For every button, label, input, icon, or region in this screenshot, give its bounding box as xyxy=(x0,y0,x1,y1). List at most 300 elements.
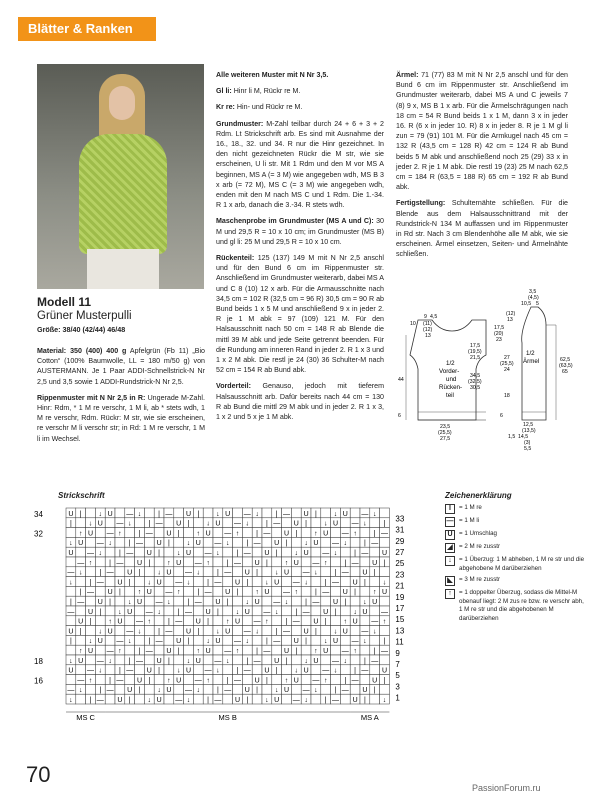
chart-cell xyxy=(321,626,331,636)
chart-cell xyxy=(291,508,301,518)
chart-cell xyxy=(184,645,194,655)
paragraph-material: Material: 350 (400) 400 g Apfelgrün (Fb 11) „Bio Cotton“ (100% Baumwolle, LL = 180 m/50 g) von AUSTERMANN. Je 1 Paar ADDI-Schnellstrick-N Nr 2,5 und 3,5 sowie 1 ADDI-Rundstrick-N Nr 2,5. xyxy=(37,347,206,386)
chart-symbol: U xyxy=(156,540,162,548)
chart-symbol: — xyxy=(283,510,290,518)
chart-symbol: ↑ xyxy=(372,589,377,597)
chart-symbol: | xyxy=(69,638,72,646)
chart-symbol: U xyxy=(185,510,192,518)
chart-symbol: | xyxy=(207,618,210,626)
chart-symbol: U xyxy=(283,687,290,695)
chart-symbol: | xyxy=(373,648,376,655)
chart-symbol: U xyxy=(136,677,143,685)
chart-cell xyxy=(95,645,105,655)
chart-cell xyxy=(76,547,86,557)
model-subtitle: Grüner Musterpulli xyxy=(37,310,132,322)
chart-symbol: U xyxy=(146,550,152,557)
chart-cell xyxy=(252,694,262,704)
chart-symbol: U xyxy=(352,579,358,587)
chart-cell xyxy=(223,694,233,704)
measure-body-13: 6 xyxy=(398,413,401,419)
chart-symbol: ↓ xyxy=(274,608,279,616)
chart-cell xyxy=(125,557,135,567)
measure-sleeve-3: 5 xyxy=(536,301,539,307)
chart-symbol: ↓ xyxy=(186,697,191,704)
chart-symbol: — xyxy=(214,540,222,548)
chart-symbol: — xyxy=(96,657,104,665)
chart-cell xyxy=(331,586,341,596)
measure-body-9: 44 xyxy=(398,377,404,383)
schematic-svg xyxy=(396,285,588,470)
chart-cell xyxy=(174,567,184,577)
chart-symbol: — xyxy=(67,569,75,577)
chart-symbol: U xyxy=(352,697,358,704)
chart-symbol: ↑ xyxy=(196,648,201,655)
chart-symbol: | xyxy=(177,530,180,538)
chart-symbol: ↑ xyxy=(206,677,210,685)
chart-symbol: U xyxy=(127,687,133,695)
chart-cell xyxy=(233,508,243,518)
chart-symbol: U xyxy=(274,579,280,587)
chart-symbol: — xyxy=(126,510,134,518)
chart-symbol: U xyxy=(78,618,84,626)
chart-symbol: ↑ xyxy=(235,530,240,538)
chart-cell xyxy=(203,626,213,636)
chart-symbol: | xyxy=(109,677,112,685)
chart-row-number: 16 xyxy=(34,676,43,686)
chart-cell xyxy=(291,655,301,665)
chart-row-number: 19 xyxy=(395,592,405,602)
chart-symbol: U xyxy=(283,530,290,538)
chart-symbol: | xyxy=(167,618,170,626)
chart-cell xyxy=(282,665,292,675)
chart-symbol: — xyxy=(234,520,241,528)
chart-symbol: | xyxy=(373,569,376,577)
chart-cell xyxy=(252,518,262,528)
chart-symbol: ↓ xyxy=(69,579,73,587)
chart-row-number: 21 xyxy=(395,581,405,591)
chart-cell xyxy=(125,586,135,596)
chart-symbol: ↓ xyxy=(343,657,348,665)
chart-symbol: — xyxy=(292,618,300,626)
chart-symbol: — xyxy=(145,530,153,538)
chart-symbol: — xyxy=(165,589,173,597)
chart-cell xyxy=(66,616,76,626)
chart-symbol: | xyxy=(305,520,308,528)
chart-cell xyxy=(95,675,105,685)
chart-cell xyxy=(311,606,321,616)
measure-body-3: (11) xyxy=(423,321,432,327)
chart-row-number: 18 xyxy=(34,656,43,666)
chart-symbol: — xyxy=(96,579,104,587)
body-label-2: Vorder- xyxy=(439,368,460,375)
chart-symbol: | xyxy=(89,697,92,704)
chart-symbol: — xyxy=(312,677,320,685)
chart-symbol: | xyxy=(216,687,219,695)
chart-cell xyxy=(164,518,174,528)
chart-cell xyxy=(164,635,174,645)
chart-cell xyxy=(252,577,262,587)
chart-symbol: | xyxy=(177,608,180,616)
chart-row-number: 9 xyxy=(395,648,400,658)
chart-symbol: U xyxy=(176,520,182,528)
chart-cell xyxy=(213,616,223,626)
legend-text: = 1 doppelter Überzug, sodass die Mittel-M obenauf liegt: 2 M zus re bzw. re verschr abh, 1 M re str und die abgehobenen M darüberziehen xyxy=(459,589,584,622)
chart-symbol: U xyxy=(234,579,241,587)
chart-row-number: 27 xyxy=(395,548,405,558)
chart-symbol: U xyxy=(264,667,270,675)
chart-cell xyxy=(242,586,252,596)
chart-symbol: ↓ xyxy=(206,638,210,646)
chart-cell xyxy=(360,557,370,567)
chart-symbol: | xyxy=(324,579,327,587)
chart-cell xyxy=(135,547,145,557)
chart-symbol: ↑ xyxy=(284,559,289,567)
chart-cell xyxy=(154,616,164,626)
chart-cell xyxy=(350,537,360,547)
chart-symbol: — xyxy=(243,510,251,518)
chart-cell xyxy=(164,665,174,675)
chart-cell xyxy=(95,586,105,596)
chart-symbol: — xyxy=(371,618,379,626)
chart-symbol: U xyxy=(372,559,378,567)
chart-symbol: ↓ xyxy=(314,569,318,577)
chart-symbol: | xyxy=(246,540,249,548)
chart-symbol: | xyxy=(167,540,170,548)
chart-symbol: | xyxy=(324,697,327,704)
chart-symbol: — xyxy=(87,589,94,597)
chart-symbol: U xyxy=(323,530,329,538)
chart-symbol: — xyxy=(283,628,290,636)
chart-symbol: | xyxy=(226,677,229,685)
chart-cell xyxy=(66,645,76,655)
chart-symbol: ↓ xyxy=(118,608,122,616)
chart-symbol: — xyxy=(381,530,388,538)
chart-symbol: | xyxy=(275,510,278,518)
chart-symbol: — xyxy=(175,618,183,626)
chart-cell xyxy=(380,684,390,694)
chart-cell xyxy=(262,508,272,518)
chart-cell xyxy=(272,675,282,685)
chart-symbol: — xyxy=(243,667,251,675)
chart-symbol: U xyxy=(146,589,152,597)
chart-cell xyxy=(282,577,292,587)
chart-cell xyxy=(282,518,292,528)
legend-text: = 1 M re xyxy=(459,504,482,511)
chart-cell xyxy=(184,528,194,538)
chart-symbol: U xyxy=(68,510,74,518)
chart-cell xyxy=(164,606,174,616)
chart-symbol: U xyxy=(313,618,319,626)
chart-symbol: ↑ xyxy=(167,559,171,567)
chart-symbol: ↑ xyxy=(284,677,289,685)
repeat-label: MS B xyxy=(218,713,237,722)
legend-text: = 1 Überzug: 1 M abheben, 1 M re str und die abgehobene M darüberziehen xyxy=(459,556,585,572)
chart-cell xyxy=(282,606,292,616)
chart-cell xyxy=(360,586,370,596)
chart-symbol: ↓ xyxy=(333,510,338,518)
repeat-label: MS C xyxy=(76,713,95,722)
chart-symbol: U xyxy=(244,569,250,577)
chart-cell xyxy=(115,655,125,665)
chart-cell xyxy=(164,577,174,587)
chart-cell xyxy=(360,616,370,626)
chart-symbol: ↑ xyxy=(353,648,357,655)
chart-symbol: U xyxy=(195,618,201,626)
chart-symbol: ↓ xyxy=(343,540,348,548)
chart-symbol: | xyxy=(128,697,131,704)
knitting-chart xyxy=(30,500,430,735)
chart-symbol: U xyxy=(332,638,339,646)
chart-cell xyxy=(301,557,311,567)
body-label-3: und xyxy=(446,376,457,383)
chart-cell xyxy=(193,665,203,675)
chart-cell xyxy=(144,626,154,636)
chart-cell xyxy=(125,645,135,655)
chart-cell xyxy=(86,684,96,694)
chart-cell xyxy=(125,616,135,626)
chart-symbol: | xyxy=(314,589,317,597)
chart-symbol: U xyxy=(362,608,368,616)
chart-symbol: | xyxy=(138,569,141,577)
chart-symbol: U xyxy=(87,608,94,616)
chart-cell xyxy=(350,655,360,665)
chart-cell xyxy=(86,537,96,547)
chart-symbol: U xyxy=(166,569,172,577)
chart-symbol: ↓ xyxy=(304,540,308,548)
chart-symbol: U xyxy=(234,618,241,626)
chart-cell xyxy=(272,616,282,626)
chart-cell xyxy=(350,596,360,606)
measure-sleeve-18: (13,5) xyxy=(522,428,536,434)
chart-symbol: — xyxy=(106,648,114,655)
chart-cell xyxy=(105,635,115,645)
chart-cell xyxy=(213,586,223,596)
chart-symbol: | xyxy=(285,540,288,548)
measure-body-14: 23,5 xyxy=(440,424,451,430)
chart-symbol: ↓ xyxy=(157,569,161,577)
paragraph-finishing: Fertigstellung: Schulternähte schließen. Für die Blende aus dem Halsausschnittrand mit der Rundstrick-N 134 M auffassen und im Rippenmuster in Rd str. Nach 3 cm Blendenhöhe alle M abk, wie sie erscheinen. Ärmel einsetzen, Seiten- und Ärmelnähte schließen. xyxy=(396,199,568,259)
chart-symbol: — xyxy=(185,608,192,616)
chart-symbol: U xyxy=(293,520,299,528)
chart-cell xyxy=(311,665,321,675)
chart-symbol: | xyxy=(79,510,82,518)
chart-symbol: | xyxy=(236,667,239,675)
chart-symbol: — xyxy=(224,569,232,577)
chart-symbol: ↓ xyxy=(69,657,73,665)
chart-symbol: — xyxy=(126,667,134,675)
measure-sleeve-7: (20) xyxy=(494,331,504,337)
chart-symbol: ↑ xyxy=(343,618,348,626)
legend-symbol-icon: ↑ xyxy=(445,589,455,599)
chart-symbol: | xyxy=(354,589,357,597)
chart-symbol: — xyxy=(332,579,339,587)
chart-symbol: ↓ xyxy=(127,638,132,646)
chart-symbol: U xyxy=(166,530,172,538)
chart-symbol: | xyxy=(265,677,268,685)
chart-symbol: ↑ xyxy=(137,589,142,597)
chart-symbol: U xyxy=(156,579,162,587)
measure-sleeve-14: 65 xyxy=(562,369,568,375)
chart-symbol: ↓ xyxy=(176,550,181,557)
chart-symbol: U xyxy=(244,687,250,695)
chart-grid xyxy=(66,508,389,704)
measure-sleeve-11: 24 xyxy=(504,367,510,373)
chart-symbol: | xyxy=(216,608,219,616)
chart-symbol: ↓ xyxy=(98,550,103,557)
chart-symbol: | xyxy=(314,628,317,636)
chart-symbol: — xyxy=(332,657,339,665)
chart-symbol: — xyxy=(106,687,114,695)
chart-cell xyxy=(242,528,252,538)
chart-symbol: | xyxy=(118,550,121,557)
chart-symbol: — xyxy=(361,628,369,636)
chart-cell xyxy=(340,606,350,616)
measure-sleeve-2: 10,5 xyxy=(521,301,532,307)
chart-symbol: ↓ xyxy=(294,667,299,675)
chart-symbol: U xyxy=(342,589,348,597)
chart-symbol: — xyxy=(273,638,281,646)
chart-cell xyxy=(380,567,390,577)
measure-body-5: 13 xyxy=(425,333,431,339)
chart-symbol: U xyxy=(264,550,270,557)
chart-symbol: — xyxy=(234,638,241,646)
measure-body-0: 10 xyxy=(410,321,416,327)
measure-body-11: (32,5) xyxy=(468,379,482,385)
chart-symbol: — xyxy=(204,667,212,675)
chart-symbol: ↓ xyxy=(69,697,73,704)
chart-cell xyxy=(242,675,252,685)
chart-row-number: 31 xyxy=(395,525,405,535)
chart-cell xyxy=(105,606,115,616)
chart-symbol: | xyxy=(295,530,298,538)
legend-item xyxy=(445,517,585,527)
chart-symbol: | xyxy=(383,677,386,685)
chart-cell xyxy=(233,596,243,606)
text-column-2 xyxy=(216,70,384,428)
repeat-label: MS A xyxy=(360,713,379,722)
chart-symbol: U xyxy=(293,677,299,685)
chart-symbol: — xyxy=(136,618,143,626)
chart-repeat-brackets xyxy=(66,712,389,722)
chart-symbol: ↑ xyxy=(118,648,122,655)
chart-cell xyxy=(370,547,380,557)
chart-cell xyxy=(203,684,213,694)
chart-cell xyxy=(252,665,262,675)
chart-cell xyxy=(193,547,203,557)
chart-symbol: ↓ xyxy=(274,569,279,577)
chart-cell xyxy=(76,665,86,675)
chart-symbol: ↓ xyxy=(323,638,328,646)
chart-cell xyxy=(115,596,125,606)
chart-cell xyxy=(262,684,272,694)
chart-symbol: U xyxy=(342,628,348,636)
chart-cell xyxy=(223,635,233,645)
chart-cell xyxy=(223,518,233,528)
chart-symbol: U xyxy=(381,667,388,675)
chart-symbol: — xyxy=(185,569,192,577)
chart-symbol: — xyxy=(351,559,359,567)
chart-symbol: | xyxy=(363,579,366,587)
chart-symbol: — xyxy=(77,599,85,606)
chart-cell xyxy=(301,616,311,626)
chart-cell xyxy=(213,528,223,538)
chart-symbol: U xyxy=(372,677,378,685)
chart-symbol: ↑ xyxy=(382,618,387,626)
chart-symbol: | xyxy=(383,559,386,567)
chart-symbol: — xyxy=(341,687,349,695)
chart-symbol: ↓ xyxy=(69,540,73,548)
chart-symbol: ↓ xyxy=(196,687,201,695)
chart-symbol: — xyxy=(292,579,300,587)
chart-cell xyxy=(135,606,145,616)
measure-sleeve-19: 1,5 xyxy=(508,434,516,440)
chart-cell xyxy=(252,635,262,645)
chart-cell xyxy=(193,694,203,704)
chart-symbol: — xyxy=(253,540,261,548)
chart-symbol: ↑ xyxy=(78,530,83,538)
chart-symbol: ↓ xyxy=(157,687,161,695)
chart-cell xyxy=(203,596,213,606)
chart-symbol: — xyxy=(155,520,163,528)
chart-symbol: ↓ xyxy=(304,657,308,665)
chart-symbol: | xyxy=(354,667,357,675)
measure-sleeve-15: 18 xyxy=(504,393,510,399)
chart-cell xyxy=(223,547,233,557)
chart-cell xyxy=(291,626,301,636)
chart-cell xyxy=(203,537,213,547)
chart-cell xyxy=(105,518,115,528)
legend-symbol-icon: ◣ xyxy=(445,576,455,586)
chart-symbol: — xyxy=(243,628,251,636)
chart-symbol: U xyxy=(176,677,182,685)
chart-symbol: ↑ xyxy=(294,589,299,597)
chart-symbol: U xyxy=(176,638,182,646)
chart-symbol: | xyxy=(89,579,92,587)
chart-row-number: 1 xyxy=(395,693,400,703)
chart-cell xyxy=(105,547,115,557)
chart-cell xyxy=(76,606,86,616)
chart-symbol: ↓ xyxy=(216,510,220,518)
measure-body-16: 27,5 xyxy=(440,436,451,442)
chart-cell xyxy=(144,596,154,606)
chart-symbol: — xyxy=(194,559,202,567)
chart-symbol: U xyxy=(352,618,358,626)
chart-cell xyxy=(340,518,350,528)
model-photo xyxy=(37,64,204,289)
chart-symbol: | xyxy=(344,677,347,685)
measure-sleeve-4: (12) xyxy=(506,311,516,317)
chart-symbol: — xyxy=(302,569,310,577)
chart-symbol: ↓ xyxy=(186,579,191,587)
chart-cell xyxy=(193,577,203,587)
chart-symbol: — xyxy=(224,648,232,655)
chart-cell xyxy=(380,655,390,665)
chart-symbol: U xyxy=(225,589,231,597)
chart-symbol: | xyxy=(383,520,386,528)
chart-symbol: ↑ xyxy=(196,530,201,538)
chart-symbol: — xyxy=(185,687,192,695)
chart-cell xyxy=(272,557,282,567)
paragraph-kr-re: Kr re: Hin- und Rückr re M. xyxy=(216,103,303,112)
chart-cell xyxy=(135,694,145,704)
chart-cell xyxy=(203,655,213,665)
chart-symbol: | xyxy=(275,550,278,557)
chart-symbol: U xyxy=(127,569,133,577)
chart-symbol: ↓ xyxy=(333,667,338,675)
chart-cell xyxy=(154,675,164,685)
chart-cell xyxy=(213,645,223,655)
measure-body-15: (25,5) xyxy=(438,430,452,436)
